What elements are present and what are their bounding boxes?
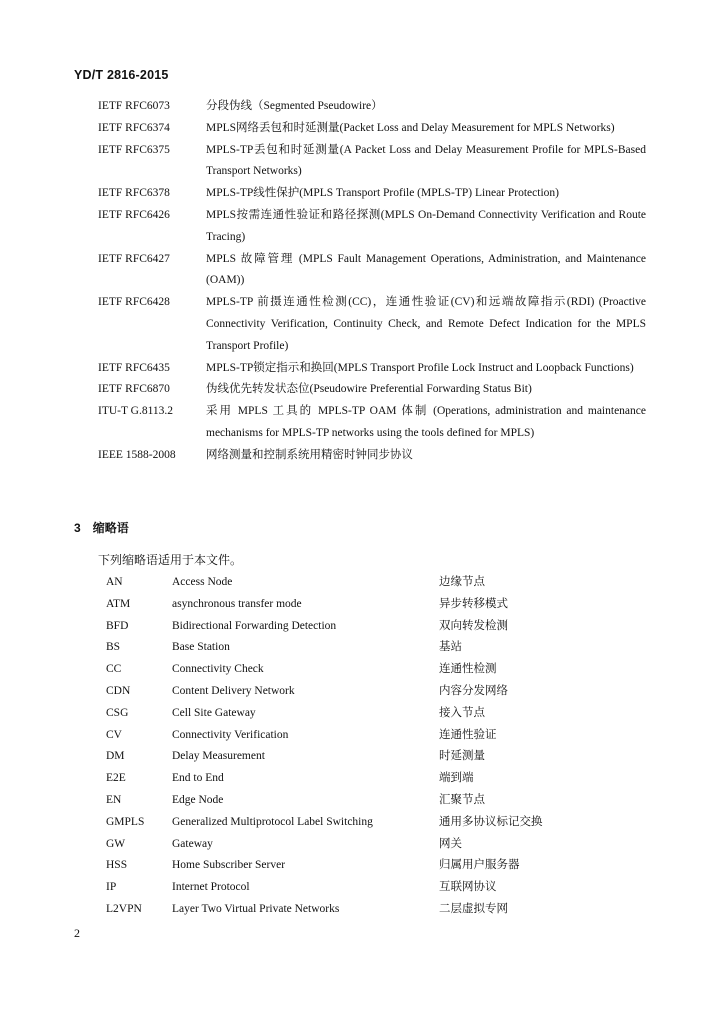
abbreviation: GMPLS <box>106 815 145 828</box>
english-term: Content Delivery Network <box>172 684 295 697</box>
abbreviations-table <box>106 572 646 921</box>
reference-code: ITU-T G.8113.2 <box>98 405 174 418</box>
reference-code: IETF RFC6428 <box>98 296 170 309</box>
english-term: Access Node <box>172 576 233 588</box>
section-title: 缩略语 <box>92 521 129 535</box>
abbreviation: CV <box>106 728 122 741</box>
reference-code: IETF RFC6073 <box>98 100 170 112</box>
chinese-term: 双向转发检测 <box>439 619 508 632</box>
chinese-term: 内容分发网络 <box>439 684 508 697</box>
abbreviation: IP <box>106 881 117 894</box>
english-term: asynchronous transfer mode <box>172 597 302 610</box>
abbreviation-row <box>106 834 646 856</box>
document-id-header: YD/T 2816-2015 <box>74 68 169 82</box>
chinese-term: 边缘节点 <box>439 576 485 588</box>
chinese-term: 连通性检测 <box>439 663 497 676</box>
reference-title: 伪线优先转发状态位(Pseudowire Preferential Forwarding Status Bit) <box>206 383 532 396</box>
reference-entry <box>98 118 646 140</box>
abbreviation-row <box>106 855 646 877</box>
reference-title: MPLS网络丢包和时延测量(Packet Loss and Delay Measurement for MPLS Networks) <box>206 121 615 134</box>
english-term: Connectivity Check <box>172 663 264 676</box>
chinese-term: 时延测量 <box>439 750 485 763</box>
normative-references-list <box>98 96 646 467</box>
chinese-term: 汇聚节点 <box>439 793 485 806</box>
reference-code: IETF RFC6427 <box>98 252 170 265</box>
abbreviation: AN <box>106 576 123 588</box>
reference-entry <box>98 358 646 380</box>
abbreviation: EN <box>106 793 122 806</box>
chinese-term: 接入节点 <box>439 706 485 719</box>
english-term: Generalized Multiprotocol Label Switching <box>172 815 373 828</box>
reference-code: IETF RFC6870 <box>98 383 170 396</box>
abbreviation: CC <box>106 663 122 676</box>
english-term: Home Subscriber Server <box>172 859 286 872</box>
abbreviation-row <box>106 768 646 790</box>
reference-entry <box>98 96 646 118</box>
abbreviation-row <box>106 746 646 768</box>
reference-code: IETF RFC6374 <box>98 121 170 134</box>
english-term: Gateway <box>172 837 213 850</box>
abbreviation-row <box>106 703 646 725</box>
abbreviation-row <box>106 877 646 899</box>
english-term: Edge Node <box>172 793 224 806</box>
chinese-term: 异步转移模式 <box>439 597 508 610</box>
abbreviation-row <box>106 594 646 616</box>
reference-code: IETF RFC6375 <box>98 143 170 156</box>
reference-code: IEEE 1588-2008 <box>98 448 176 461</box>
reference-entry <box>98 183 646 205</box>
chinese-term: 连通性验证 <box>439 728 497 741</box>
reference-title: MPLS-TP丢包和时延测量(A Packet Loss and Delay Measurement Profile for MPLS-Based Transport Networks) <box>206 143 646 178</box>
abbreviation: CSG <box>106 706 129 719</box>
reference-title: 网络测量和控制系统用精密时钟同步协议 <box>206 448 413 461</box>
abbreviation: L2VPN <box>106 902 142 915</box>
abbreviation: HSS <box>106 859 128 872</box>
reference-entry <box>98 401 646 445</box>
reference-title: 分段伪线（Segmented Pseudowire） <box>206 100 383 112</box>
reference-entry <box>98 205 646 249</box>
reference-entry <box>98 445 646 467</box>
abbreviation-row <box>106 812 646 834</box>
abbreviation-row <box>106 899 646 921</box>
reference-entry <box>98 292 646 357</box>
abbreviation: ATM <box>106 597 131 610</box>
reference-title: MPLS-TP 前摄连通性检测(CC)，连通性验证(CV)和远端故障指示(RDI) (Proactive Connectivity Verification, Continuity Check, and Remote Defect Indication for the MPLS Transport Profile) <box>206 296 646 352</box>
english-term: Internet Protocol <box>172 881 250 894</box>
abbreviation: E2E <box>106 772 126 785</box>
reference-code: IETF RFC6426 <box>98 208 170 221</box>
abbreviation: GW <box>106 837 126 850</box>
section-heading <box>74 519 129 536</box>
english-term: Layer Two Virtual Private Networks <box>172 902 340 915</box>
chinese-term: 互联网协议 <box>439 881 497 894</box>
reference-entry <box>98 379 646 401</box>
reference-entry <box>98 249 646 293</box>
abbreviation: DM <box>106 750 125 763</box>
abbreviation-row <box>106 572 646 594</box>
abbreviation-row <box>106 681 646 703</box>
abbreviation: BFD <box>106 619 129 632</box>
abbreviation: CDN <box>106 684 131 697</box>
reference-title: MPLS 故障管理 (MPLS Fault Management Operations, Administration, and Maintenance (OAM)) <box>206 252 646 287</box>
reference-title: MPLS按需连通性验证和路径探测(MPLS On-Demand Connectivity Verification and Route Tracing) <box>206 208 646 243</box>
page-number: 2 <box>74 926 80 940</box>
english-term: End to End <box>172 772 224 785</box>
english-term: Connectivity Verification <box>172 728 289 741</box>
abbreviation-row <box>106 637 646 659</box>
reference-title: MPLS-TP锁定指示和换回(MPLS Transport Profile Lock Instruct and Loopback Functions) <box>206 361 634 374</box>
english-term: Delay Measurement <box>172 750 265 763</box>
reference-title: MPLS-TP线性保护(MPLS Transport Profile (MPLS-TP) Linear Protection) <box>206 187 559 200</box>
abbreviation-row <box>106 790 646 812</box>
chinese-term: 端到端 <box>439 772 474 785</box>
chinese-term: 基站 <box>439 641 462 654</box>
section-intro-text: 下列缩略语适用于本文件。 <box>98 553 243 567</box>
abbreviation: BS <box>106 641 121 654</box>
abbreviation-row <box>106 616 646 638</box>
abbreviation-row <box>106 659 646 681</box>
reference-title: 采用 MPLS 工具的 MPLS-TP OAM 体制 (Operations, administration and maintenance mechanisms for MPLS-TP networks using the tools defined for MPLS) <box>206 405 646 439</box>
reference-code: IETF RFC6435 <box>98 361 170 374</box>
english-term: Cell Site Gateway <box>172 706 256 719</box>
chinese-term: 二层虚拟专网 <box>439 902 508 915</box>
reference-code: IETF RFC6378 <box>98 187 170 200</box>
chinese-term: 通用多协议标记交换 <box>439 815 543 828</box>
chinese-term: 归属用户服务器 <box>439 859 520 872</box>
abbreviation-row <box>106 725 646 747</box>
english-term: Bidirectional Forwarding Detection <box>172 619 337 632</box>
section-number: 3 <box>74 521 81 535</box>
reference-entry <box>98 140 646 184</box>
chinese-term: 网关 <box>439 837 462 850</box>
english-term: Base Station <box>172 641 230 654</box>
